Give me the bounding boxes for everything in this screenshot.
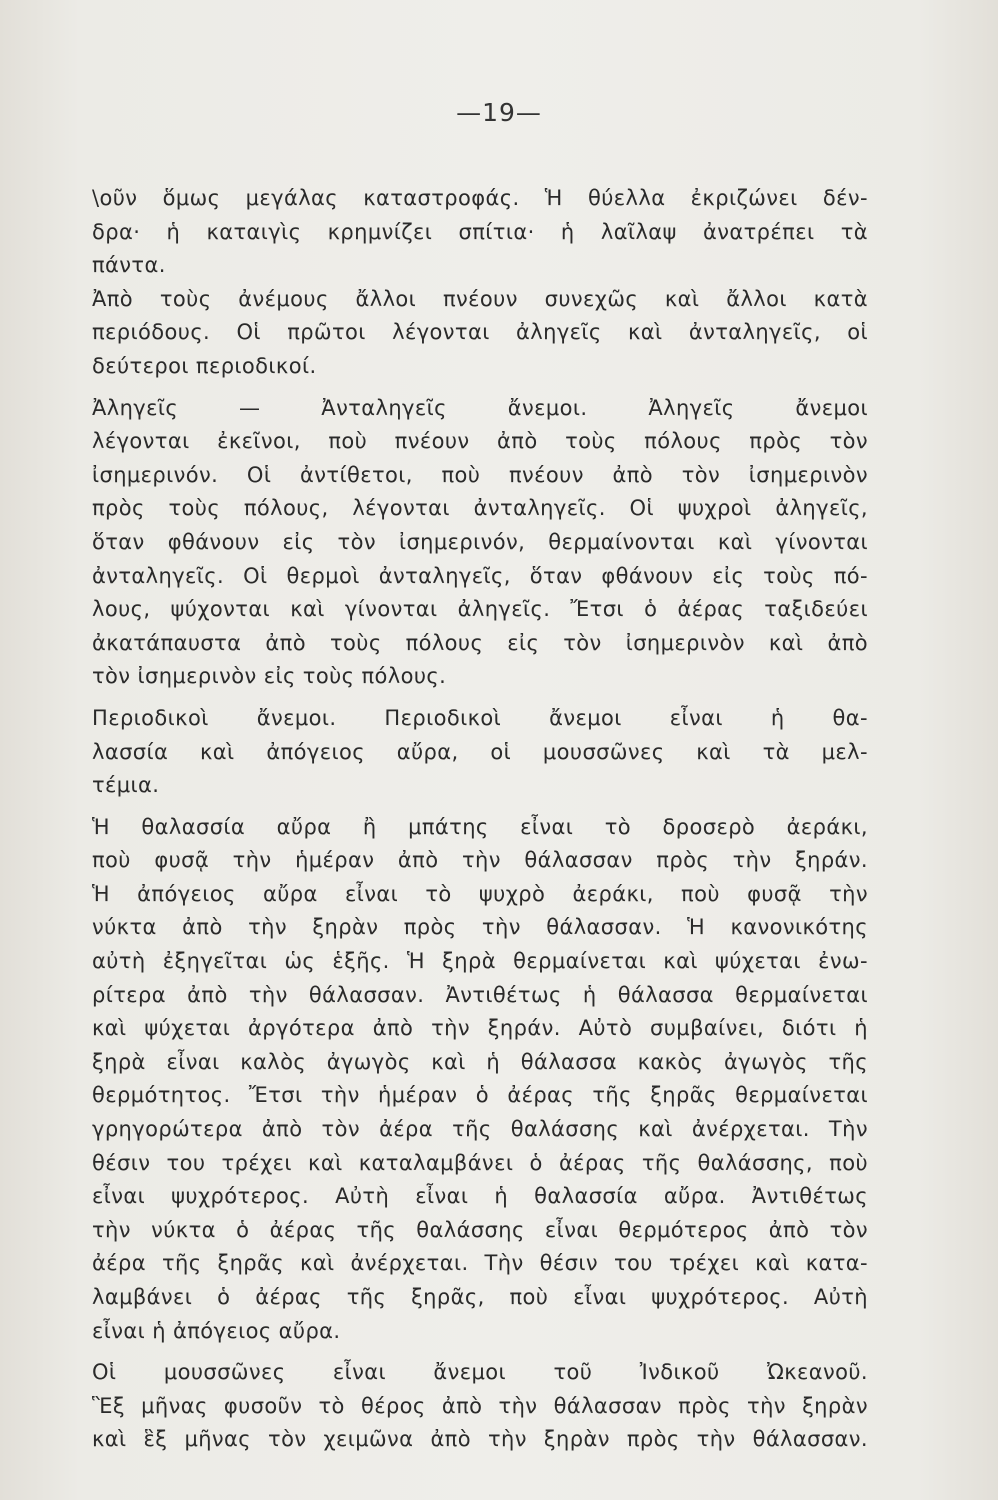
text-line: καὶ ἓξ μῆνας τὸν χειμῶνα ἀπὸ τὴν ξηρὰν πρὸς τὴν θάλασσαν.	[92, 1427, 868, 1452]
text-line: τέμια.	[92, 773, 160, 798]
text-line: δεύτεροι περιοδικοί.	[92, 353, 317, 378]
text-line: ὅταν φθάνουν εἰς τὸν ἰσημερινόν, θερμαίνονται καὶ γίνονται	[92, 529, 868, 554]
page-number: —19—	[456, 98, 542, 127]
text-line: λους, ψύχονται καὶ γίνονται ἀληγεῖς. Ἔτσι ὁ ἀέρας ταξιδεύει	[92, 597, 868, 622]
text-line: λέγονται ἐκεῖνοι, ποὺ πνέουν ἀπὸ τοὺς πόλους πρὸς τὸν	[92, 429, 868, 454]
text-line: περιόδους. Οἱ πρῶτοι λέγονται ἀληγεῖς καὶ ἀνταληγεῖς, οἱ	[92, 320, 868, 345]
text-line: ποὺ φυσᾷ τὴν ἡμέραν ἀπὸ τὴν θάλασσαν πρὸς τὴν ξηράν.	[92, 848, 868, 873]
text-line: πρὸς τοὺς πόλους, λέγονται ἀνταληγεῖς. Οἱ ψυχροὶ ἀληγεῖς,	[92, 496, 868, 521]
text-line: ἀνταληγεῖς. Οἱ θερμοὶ ἀνταληγεῖς, ὅταν φθάνουν εἰς τοὺς πό-	[92, 563, 868, 588]
text-line: ρίτερα ἀπὸ τὴν θάλασσαν. Ἀντιθέτως ἡ θάλασσα θερμαίνεται	[92, 982, 868, 1007]
text-line: τὸν ἰσημερινὸν εἰς τοὺς πόλους.	[92, 664, 447, 689]
text-line: λασσία καὶ ἀπόγειος αὔρα, οἱ μουσσῶνες καὶ τὰ μελ-	[92, 739, 868, 764]
text-line: τὴν νύκτα ὁ ἀέρας τῆς θαλάσσης εἶναι θερμότερος ἀπὸ τὸν	[92, 1217, 868, 1242]
text-line: αὐτὴ ἐξηγεῖται ὡς ἑξῆς. Ἡ ξηρὰ θερμαίνεται καὶ ψύχεται ἐνω-	[92, 949, 868, 974]
text-line: Ἀπὸ τοὺς ἀνέμους ἄλλοι πνέουν συνεχῶς καὶ ἄλλοι κατὰ	[92, 286, 868, 311]
text-line: λαμβάνει ὁ ἀέρας τῆς ξηρᾶς, ποὺ εἶναι ψυχρότερος. Αὐτὴ	[92, 1285, 868, 1309]
text-line: θερμότητος. Ἔτσι τὴν ἡμέραν ὁ ἀέρας τῆς ξηρᾶς θερμαίνεται	[92, 1083, 868, 1108]
text-line: θέσιν του τρέχει καὶ καταλαμβάνει ὁ ἀέρας τῆς θαλάσσης, ποὺ	[92, 1150, 868, 1175]
text-line: γρηγορώτερα ἀπὸ τὸν ἀέρα τῆς θαλάσσης καὶ ἀνέρχεται. Τὴν	[92, 1117, 868, 1142]
text-line: ξηρὰ εἶναι καλὸς ἀγωγὸς καὶ ἡ θάλασσα κακὸς ἀγωγὸς τῆς	[92, 1049, 868, 1074]
text-line: πάντα.	[92, 253, 166, 278]
text-line: δρα· ἡ καταιγὶς κρημνίζει σπίτια· ἡ λαῖλαψ ἀνατρέπει τὰ	[92, 219, 868, 244]
body-text	[92, 182, 868, 1457]
text-line: καὶ ψύχεται ἀργότερα ἀπὸ τὴν ξηράν. Αὐτὸ συμβαίνει, διότι ἡ	[92, 1016, 868, 1041]
text-line: ἀέρα τῆς ξηρᾶς καὶ ἀνέρχεται. Τὴν θέσιν του τρέχει καὶ κατα-	[92, 1251, 868, 1276]
text-line: εἶναι ψυχρότερος. Αὐτὴ εἶναι ἡ θαλασσία αὔρα. Ἀντιθέτως	[92, 1184, 868, 1209]
text-line: \οῦν ὅμως μεγάλας καταστροφάς. Ἡ θύελλα ἐκριζώνει δέν-	[92, 186, 868, 210]
text-line: ἰσημερινόν. Οἱ ἀντίθετοι, ποὺ πνέουν ἀπὸ τὸν ἰσημερινὸν	[92, 462, 868, 487]
text-line: ἀκατάπαυστα ἀπὸ τοὺς πόλους εἰς τὸν ἰσημερινὸν καὶ ἀπὸ	[92, 630, 868, 655]
section-heading-line: Ἀληγεῖς — Ἀνταληγεῖς ἄνεμοι. Ἀληγεῖς ἄνεμοι	[92, 395, 868, 420]
section-heading-line: Οἱ μουσσῶνες εἶναι ἄνεμοι τοῦ Ἰνδικοῦ Ὠκεανοῦ.	[92, 1360, 868, 1385]
text-line: νύκτα ἀπὸ τὴν ξηρὰν πρὸς τὴν θάλασσαν. Ἡ κανονικότης	[92, 915, 868, 940]
text-line: εἶναι ἡ ἀπόγειος αὔρα.	[92, 1318, 341, 1343]
text-line: Ἡ θαλασσία αὔρα ἢ μπάτης εἶναι τὸ δροσερὸ ἀεράκι,	[92, 814, 868, 839]
text-line: Ἡ ἀπόγειος αὔρα εἶναι τὸ ψυχρὸ ἀεράκι, ποὺ φυσᾷ τὴν	[92, 881, 868, 906]
text-line: Ἓξ μῆνας φυσοῦν τὸ θέρος ἀπὸ τὴν θάλασσαν πρὸς τὴν ξηρὰν	[92, 1393, 868, 1418]
section-heading-line: Περιοδικοὶ ἄνεμοι. Περιοδικοὶ ἄνεμοι εἶναι ἡ θα-	[92, 705, 868, 730]
